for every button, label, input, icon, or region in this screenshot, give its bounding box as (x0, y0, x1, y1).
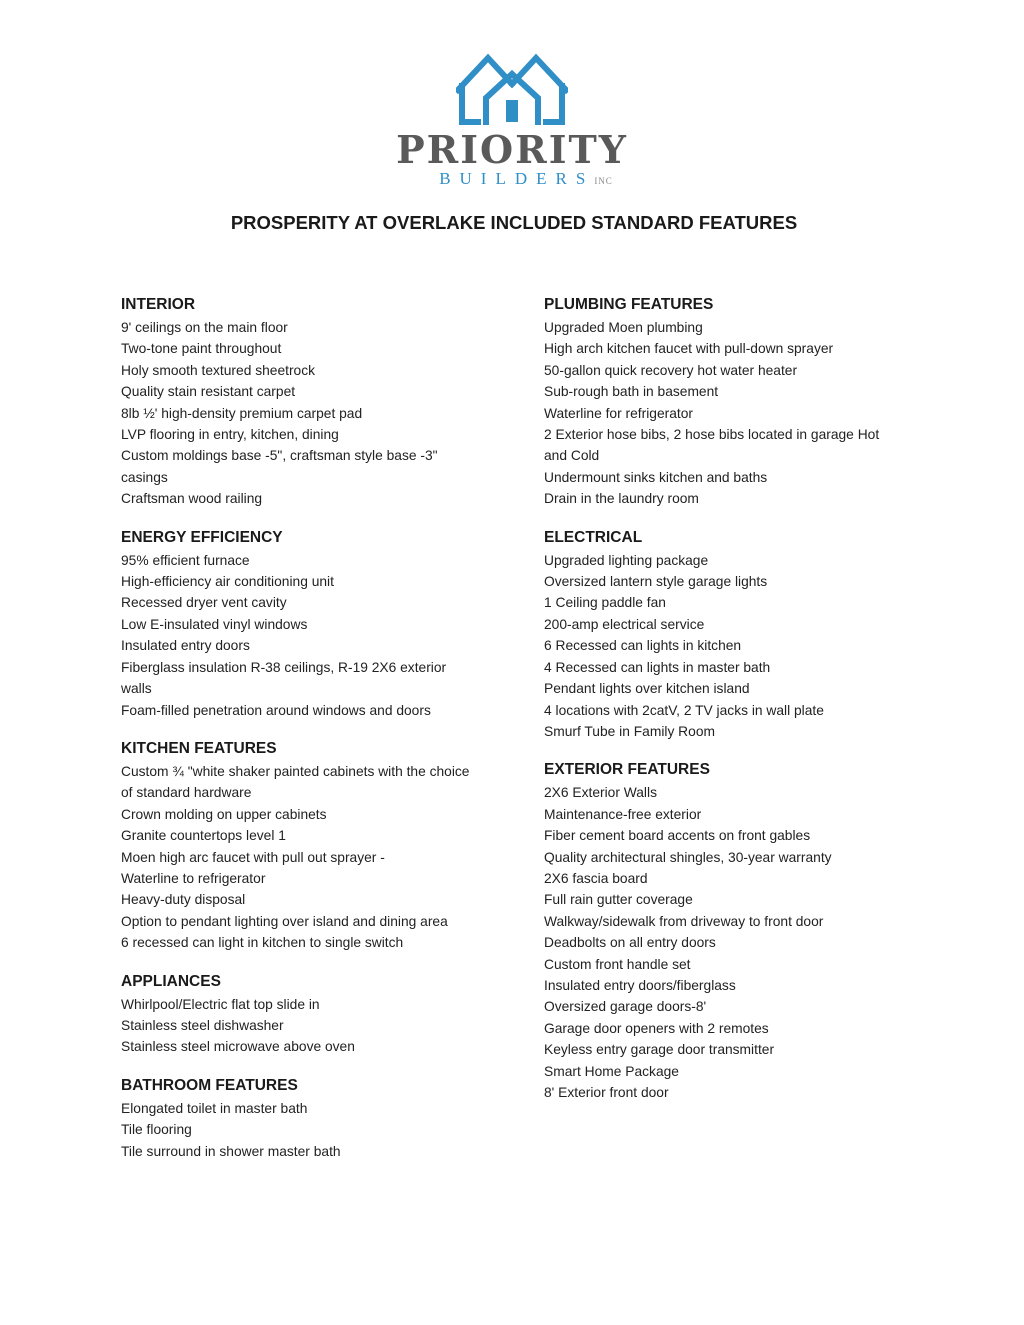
feature-item: 200-amp electrical service (544, 616, 705, 632)
feature-item: Option to pendant lighting over island and dining area (121, 913, 448, 929)
feature-item: Quality stain resistant carpet (121, 384, 296, 400)
feature-item: 1 Ceiling paddle fan (544, 595, 666, 611)
feature-list (544, 317, 924, 510)
feature-item: Two-tone paint throughout (121, 341, 282, 357)
feature-item: Low E-insulated vinyl windows (121, 616, 308, 632)
feature-item: Elongated toilet in master bath (121, 1100, 308, 1116)
feature-item: Maintenance-free exterior (544, 806, 702, 822)
feature-item: 2 Exterior hose bibs, 2 hose bibs located in garage Hot and Cold (544, 427, 880, 464)
feature-item: Craftsman wood railing (121, 491, 263, 507)
feature-item: Fiber cement board accents on front gables (544, 828, 811, 844)
feature-item: Stainless steel dishwasher (121, 1017, 284, 1033)
feature-item: 50-gallon quick recovery hot water heater (544, 362, 798, 378)
feature-item: Heavy-duty disposal (121, 892, 246, 908)
feature-item: 4 locations with 2catV, 2 TV jacks in wall plate (544, 702, 824, 718)
company-logo (0, 50, 1024, 190)
feature-item: Custom ¾ "white shaker painted cabinets with the choice of standard hardware (121, 763, 470, 801)
feature-item: Tile flooring (121, 1122, 192, 1138)
feature-item: Garage door openers with 2 remotes (544, 1020, 769, 1036)
feature-item: Waterline to refrigerator (121, 870, 266, 886)
feature-item: Upgraded Moen plumbing (544, 320, 703, 335)
feature-item: Holy smooth textured sheetrock (121, 362, 316, 378)
feature-item: 4 Recessed can lights in master bath (544, 659, 771, 675)
feature-item: LVP flooring in entry, kitchen, dining (121, 427, 339, 443)
feature-item: Crown molding on upper cabinets (121, 806, 327, 822)
feature-list (121, 1098, 501, 1162)
section-title: KITCHEN FEATURES (121, 739, 277, 757)
feature-item: Tile surround in shower master bath (121, 1143, 341, 1159)
feature-item: Insulated entry doors/fiberglass (544, 977, 736, 993)
feature-item: 2X6 Exterior Walls (544, 785, 657, 801)
feature-list (544, 550, 924, 743)
feature-item: Undermount sinks kitchen and baths (544, 469, 768, 485)
section-plumbing-features (544, 294, 924, 510)
section-kitchen-features (121, 738, 501, 954)
feature-item: Granite countertops level 1 (121, 828, 286, 844)
left-column (121, 294, 501, 1179)
right-column (544, 294, 924, 1120)
section-title: ENERGY EFFICIENCY (121, 528, 283, 546)
brand-subtitle (28, 170, 1024, 190)
feature-item: Whirlpool/Electric flat top slide in (121, 996, 320, 1012)
feature-item: Moen high arc faucet with pull out sprayer - (121, 849, 385, 865)
feature-item: 95% efficient furnace (121, 552, 250, 568)
feature-item: Drain in the laundry room (544, 491, 699, 507)
section-bathroom-features (121, 1075, 501, 1162)
feature-item: Deadbolts on all entry doors (544, 935, 716, 951)
feature-list (121, 317, 501, 510)
feature-item: Full rain gutter coverage (544, 892, 693, 908)
section-title: ELECTRICAL (544, 528, 643, 546)
feature-item: 8' Exterior front door (544, 1085, 669, 1100)
house-logo-icon (456, 50, 568, 130)
feature-item: Fiberglass insulation R-38 ceilings, R-19 2X6 exterior walls (121, 659, 447, 697)
feature-item: High-efficiency air conditioning unit (121, 574, 334, 590)
section-title: PLUMBING FEATURES (544, 296, 714, 313)
feature-item: Upgraded lighting package (544, 552, 709, 568)
section-appliances (121, 971, 501, 1058)
section-exterior-features (544, 759, 924, 1103)
feature-item: 6 recessed can light in kitchen to single switch (121, 935, 404, 951)
feature-list (121, 550, 501, 721)
feature-item: Smart Home Package (544, 1063, 679, 1079)
brand-name: PRIORITY (396, 127, 628, 172)
section-title: EXTERIOR FEATURES (544, 761, 710, 779)
feature-item: 9' ceilings on the main floor (121, 320, 288, 335)
brand-inc: INC (594, 176, 613, 186)
feature-item: 8lb ½' high-density premium carpet pad (121, 405, 363, 421)
section-interior (121, 294, 501, 510)
section-title: INTERIOR (121, 296, 196, 313)
feature-list (544, 782, 924, 1103)
feature-item: Pendant lights over kitchen island (544, 681, 750, 697)
feature-item: Sub-rough bath in basement (544, 384, 719, 400)
feature-item: Foam-filled penetration around windows and doors (121, 702, 431, 718)
feature-item: Waterline for refrigerator (544, 405, 694, 421)
feature-item: Custom moldings base -5", craftsman style base -3" casings (121, 448, 438, 485)
section-title: BATHROOM FEATURES (121, 1076, 298, 1094)
feature-item: Smurf Tube in Family Room (544, 723, 715, 739)
feature-item: Keyless entry garage door transmitter (544, 1042, 775, 1058)
feature-item: Custom front handle set (544, 956, 691, 972)
feature-item: Stainless steel microwave above oven (121, 1039, 355, 1055)
feature-item: 6 Recessed can lights in kitchen (544, 638, 742, 654)
feature-item: Oversized lantern style garage lights (544, 574, 768, 590)
feature-item: Walkway/sidewalk from driveway to front door (544, 913, 824, 929)
feature-item: 2X6 fascia board (544, 870, 648, 886)
feature-item: High arch kitchen faucet with pull-down sprayer (544, 341, 834, 357)
feature-item: Recessed dryer vent cavity (121, 595, 287, 611)
document-title: PROSPERITY AT OVERLAKE INCLUDED STANDARD FEATURES (230, 212, 798, 233)
feature-item: Oversized garage doors-8' (544, 999, 707, 1015)
feature-item: Insulated entry doors (121, 638, 250, 654)
section-electrical (544, 527, 924, 743)
feature-item: Quality architectural shingles, 30-year warranty (544, 849, 832, 865)
brand-builders: BUILDERS (439, 169, 595, 188)
section-energy-efficiency (121, 527, 501, 721)
feature-list (121, 994, 501, 1058)
feature-list (121, 761, 501, 954)
section-title: APPLIANCES (121, 972, 221, 990)
